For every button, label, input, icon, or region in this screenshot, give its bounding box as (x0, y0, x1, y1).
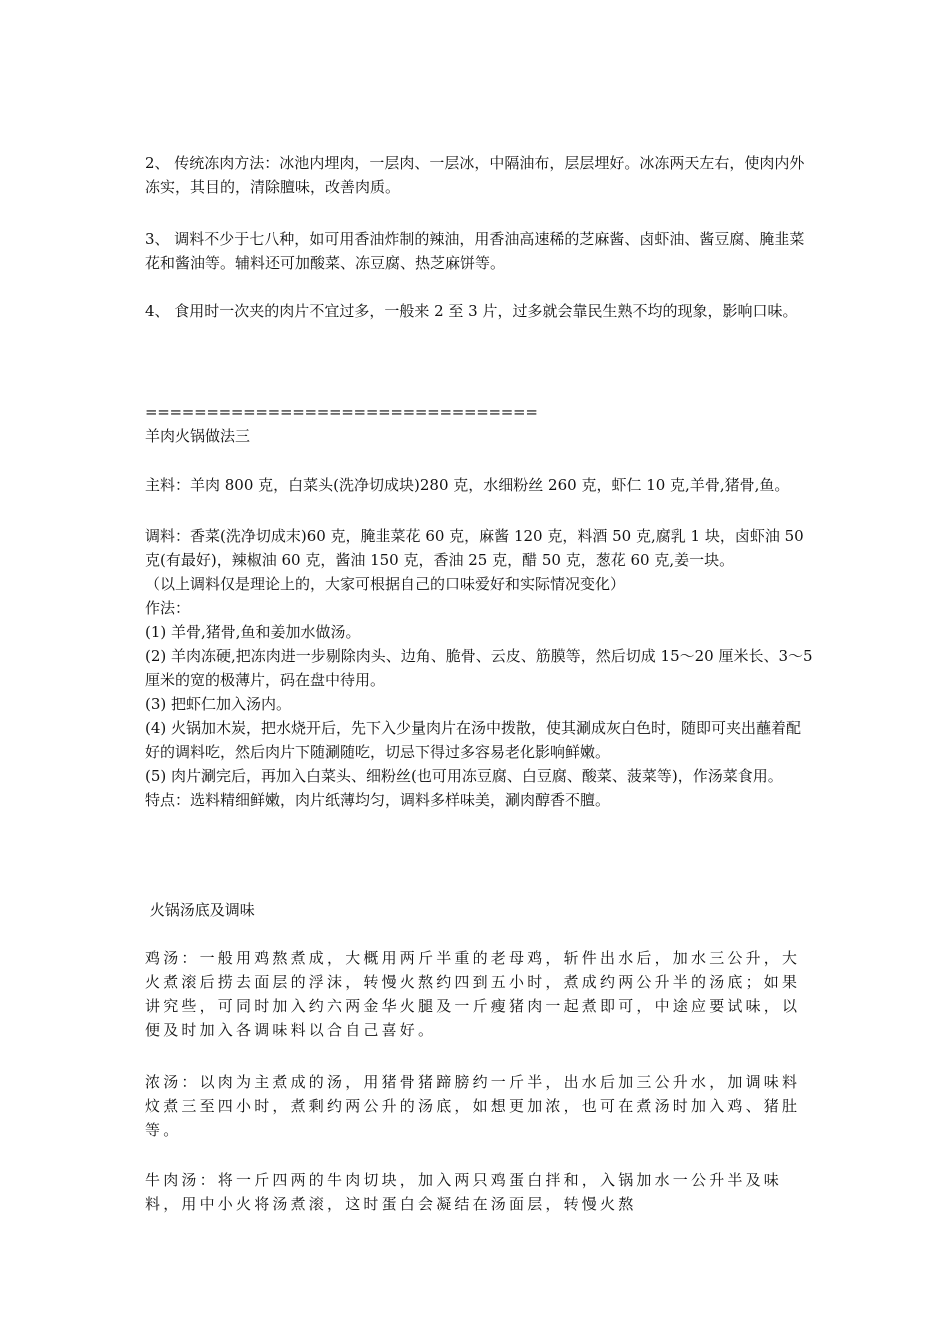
features-paragraph: 特点：选料精细鲜嫩，肉片纸薄均匀，调料多样味美，涮肉醇香不膻。 (145, 791, 611, 809)
method-step: (2) 羊肉冻硬,把冻肉进一步剔除肉头、边角、脆骨、云皮、筋膜等，然后切成 15～20 厘米长、3～5 厘米的宽的极薄片，码在盘中待用。 (145, 647, 813, 689)
method-label: 作法： (145, 599, 191, 617)
note-4-paragraph: 4、 食用时一次夹的肉片不宜过多，一般来 2 至 3 片，过多就会靠民生熟不均的现象，影响口味。 (145, 302, 798, 320)
note-3-paragraph: 3、 调料不少于七八种，如可用香油炸制的辣油，用香油高速稀的芝麻酱、卤虾油、酱豆腐、腌韭菜花和酱油等。辅料还可加酸菜、冻豆腐、热芝麻饼等。 (145, 230, 805, 272)
recipe-3-title: 羊肉火锅做法三 (145, 427, 251, 445)
thick-broth-paragraph: 浓汤：以肉为主煮成的汤，用猪骨猪蹄膀约一斤半，出水后加三公升水，加调味料炆煮三至四小时，煮剩约两公升的汤底，如想更加浓，也可在煮汤时加入鸡、猪肚等。 (145, 1073, 801, 1139)
method-step: (4) 火锅加木炭，把水烧开后，先下入少量肉片在汤中拨散，使其涮成灰白色时，随即可夹出蘸着配好的调料吃，然后肉片下随涮随吃，切忌下得过多容易老化影响鲜嫩。 (145, 719, 802, 761)
chicken-broth-paragraph: 鸡汤：一般用鸡熬煮成，大概用两斤半重的老母鸡，斩件出水后，加水三公升，大火煮滚后捞去面层的浮沫，转慢火熬约四到五小时，煮成约两公升半的汤底；如果讲究些，可同时加入约六两金华火腿及一斤瘦猪肉一起煮即可，中途应要试味，以便及时加入各调味料以合自己喜好。 (145, 949, 801, 1039)
note-2-paragraph: 2、 传统冻肉方法：冰池内埋肉，一层肉、一层冰，中隔油布，层层埋好。冰冻两天左右，使肉内外冻实，其目的，清除膻味，改善肉质。 (145, 154, 805, 196)
seasoning-paragraph: 调料：香菜(洗净切成末)60 克，腌韭菜花 60 克，麻酱 120 克，料酒 50 克,腐乳 1 块，卤虾油 50 克(有最好)，辣椒油 60 克，酱油 150 克，香油 25 克，醋 50 克，葱花 60 克,姜一块。 (145, 527, 804, 569)
seasoning-note: （以上调料仅是理论上的，大家可根据自己的口味爱好和实际情况变化） (145, 575, 626, 593)
section-separator: ================================ (145, 403, 538, 421)
method-step: (1) 羊骨,猪骨,鱼和姜加水做汤。 (145, 623, 361, 641)
main-ingredients-paragraph: 主料：羊肉 800 克，白菜头(洗净切成块)280 克，水细粉丝 260 克，虾仁 10 克,羊骨,猪骨,鱼。 (145, 476, 790, 494)
broth-section-title: 火锅汤底及调味 (145, 901, 255, 919)
method-step: (5) 肉片涮完后，再加入白菜头、细粉丝(也可用冻豆腐、白豆腐、酸菜、菠菜等)，作汤菜食用。 (145, 767, 783, 785)
beef-broth-paragraph: 牛肉汤：将一斤四两的牛肉切块，加入两只鸡蛋白拌和，入锅加水一公升半及味料，用中小火将汤煮滚，这时蛋白会凝结在汤面层，转慢火熬 (145, 1171, 783, 1213)
recipe-3-body (145, 524, 815, 812)
method-step: (3) 把虾仁加入汤内。 (145, 695, 292, 713)
